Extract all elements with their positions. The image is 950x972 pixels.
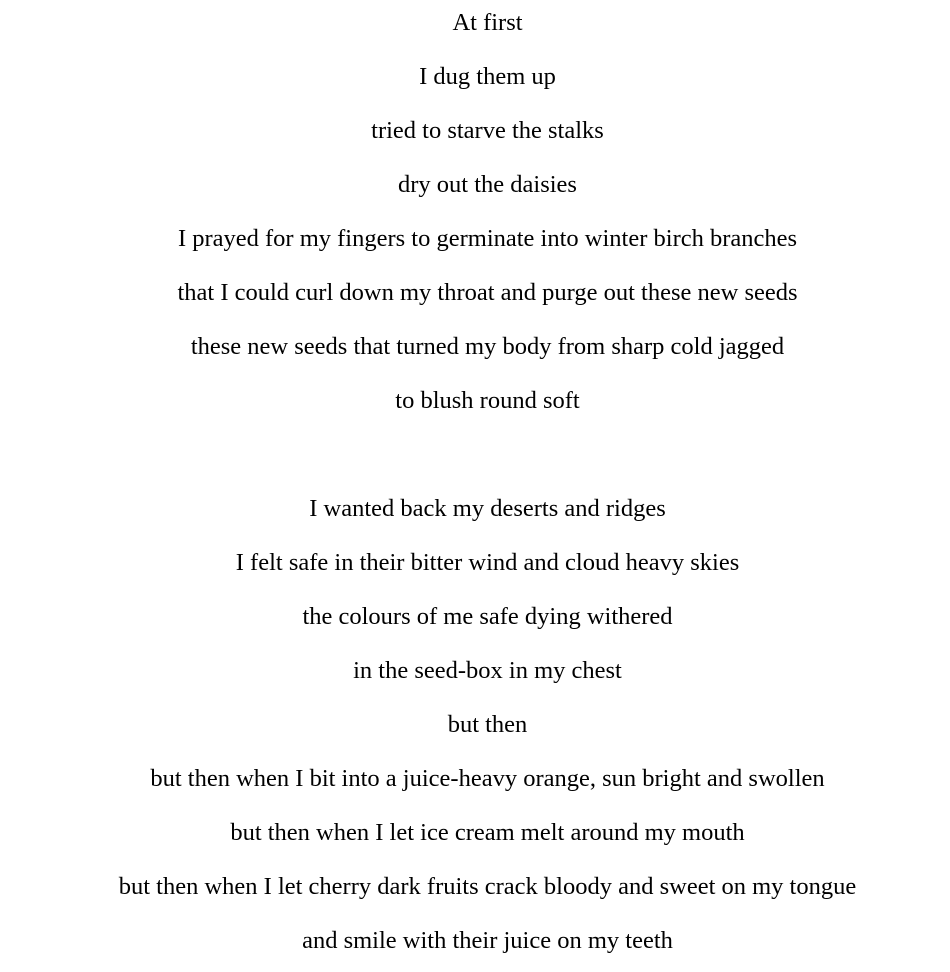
poem-line: dry out the daisies [398,171,577,198]
poem-line: I wanted back my deserts and ridges [309,495,666,522]
poem-line: I prayed for my fingers to germinate into winter birch branches [177,225,798,252]
stanza-1 [0,0,950,432]
poem-line: in the seed-box in my chest [353,657,622,684]
poem-line: At first [452,9,523,36]
poem-line: but then when I let cherry dark fruits crack bloody and sweet on my tongue [118,873,857,900]
poem-line: and smile with their juice on my teeth [302,927,673,954]
stanza-break [0,432,950,486]
poem-line: but then [447,711,528,738]
poem-line: the colours of me safe dying withered [302,603,673,630]
poem-line: but then when I bit into a juice-heavy orange, sun bright and swollen [150,765,825,792]
poem-line: I dug them up [419,63,556,90]
poem-line: I felt safe in their bitter wind and cloud heavy skies [235,549,740,576]
poem-line: but then when I let ice cream melt around my mouth [230,819,745,846]
poem-line: these new seeds that turned my body from sharp cold jagged [190,333,785,360]
poem-line: tried to starve the stalks [371,117,604,144]
poem-line: to blush round soft [395,387,580,414]
poem-line: that I could curl down my throat and purge out these new seeds [177,279,798,306]
stanza-2 [0,486,950,972]
